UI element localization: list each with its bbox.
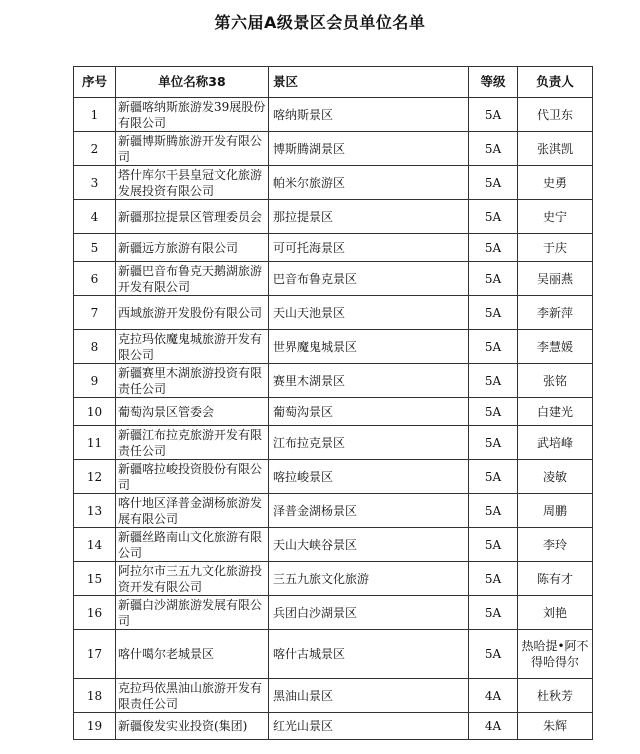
cell-org: 新疆喀纳斯旅游发39展股份有限公司	[116, 98, 269, 132]
cell-level: 5A	[469, 234, 518, 262]
table-row	[74, 679, 593, 713]
cell-no: 9	[74, 364, 116, 398]
cell-no: 3	[74, 166, 116, 200]
cell-no: 7	[74, 296, 116, 330]
cell-head: 史勇	[518, 166, 593, 200]
table-row	[74, 262, 593, 296]
cell-no: 6	[74, 262, 116, 296]
table-row	[74, 364, 593, 398]
cell-level: 5A	[469, 596, 518, 630]
cell-area: 天山天池景区	[269, 296, 469, 330]
cell-level: 4A	[469, 679, 518, 713]
cell-head: 周鹏	[518, 494, 593, 528]
table-header-row	[74, 67, 593, 98]
cell-area: 博斯腾湖景区	[269, 132, 469, 166]
table-row	[74, 234, 593, 262]
cell-level: 5A	[469, 330, 518, 364]
cell-head: 代卫东	[518, 98, 593, 132]
cell-head: 张淇凯	[518, 132, 593, 166]
cell-level: 5A	[469, 460, 518, 494]
cell-area: 黑油山景区	[269, 679, 469, 713]
cell-area: 那拉提景区	[269, 200, 469, 234]
cell-head: 张铭	[518, 364, 593, 398]
cell-area: 可可托海景区	[269, 234, 469, 262]
cell-org: 新疆博斯腾旅游开发有限公司	[116, 132, 269, 166]
table-row	[74, 98, 593, 132]
cell-area: 天山大峡谷景区	[269, 528, 469, 562]
cell-no: 18	[74, 679, 116, 713]
cell-level: 5A	[469, 166, 518, 200]
cell-head: 李玲	[518, 528, 593, 562]
cell-org: 新疆那拉提景区管理委员会	[116, 200, 269, 234]
header-head: 负责人	[518, 67, 593, 98]
cell-area: 喀拉峻景区	[269, 460, 469, 494]
cell-area: 泽普金湖杨景区	[269, 494, 469, 528]
header-area: 景区	[269, 67, 469, 98]
cell-head: 白建光	[518, 398, 593, 426]
cell-head: 武培峰	[518, 426, 593, 460]
cell-area: 红光山景区	[269, 713, 469, 740]
cell-no: 15	[74, 562, 116, 596]
cell-no: 11	[74, 426, 116, 460]
cell-no: 16	[74, 596, 116, 630]
table-row	[74, 713, 593, 740]
cell-org: 新疆丝路南山文化旅游有限公司	[116, 528, 269, 562]
cell-level: 5A	[469, 200, 518, 234]
table-row	[74, 398, 593, 426]
cell-org: 新疆赛里木湖旅游投资有限责任公司	[116, 364, 269, 398]
header-org: 单位名称38	[116, 67, 269, 98]
cell-org: 新疆巴音布鲁克天鹅湖旅游开发有限公司	[116, 262, 269, 296]
cell-area: 世界魔鬼城景区	[269, 330, 469, 364]
cell-level: 5A	[469, 398, 518, 426]
cell-area: 葡萄沟景区	[269, 398, 469, 426]
table-row	[74, 166, 593, 200]
cell-area: 三五九旅文化旅游	[269, 562, 469, 596]
cell-org: 新疆远方旅游有限公司	[116, 234, 269, 262]
table-row	[74, 296, 593, 330]
cell-head: 凌敏	[518, 460, 593, 494]
cell-area: 喀什古城景区	[269, 630, 469, 679]
member-table	[73, 66, 593, 740]
cell-level: 5A	[469, 132, 518, 166]
cell-org: 葡萄沟景区管委会	[116, 398, 269, 426]
cell-level: 5A	[469, 528, 518, 562]
cell-no: 4	[74, 200, 116, 234]
cell-no: 19	[74, 713, 116, 740]
table-row	[74, 562, 593, 596]
table-row	[74, 426, 593, 460]
cell-org: 克拉玛依黑油山旅游开发有限责任公司	[116, 679, 269, 713]
page-title: 第六届A级景区会员单位名单	[214, 13, 426, 32]
cell-org: 新疆喀拉峻投资股份有限公司	[116, 460, 269, 494]
cell-head: 杜秋芳	[518, 679, 593, 713]
cell-no: 2	[74, 132, 116, 166]
cell-level: 5A	[469, 262, 518, 296]
cell-no: 5	[74, 234, 116, 262]
table-row	[74, 330, 593, 364]
cell-head: 刘艳	[518, 596, 593, 630]
cell-no: 14	[74, 528, 116, 562]
cell-level: 5A	[469, 630, 518, 679]
table-row	[74, 596, 593, 630]
cell-org: 新疆江布拉克旅游开发有限责任公司	[116, 426, 269, 460]
cell-head: 史宁	[518, 200, 593, 234]
cell-org: 喀什地区泽普金湖杨旅游发展有限公司	[116, 494, 269, 528]
cell-level: 5A	[469, 296, 518, 330]
cell-head: 朱辉	[518, 713, 593, 740]
cell-head: 于庆	[518, 234, 593, 262]
cell-head: 李新萍	[518, 296, 593, 330]
table-row	[74, 460, 593, 494]
cell-no: 10	[74, 398, 116, 426]
header-level: 等级	[469, 67, 518, 98]
cell-no: 1	[74, 98, 116, 132]
cell-area: 江布拉克景区	[269, 426, 469, 460]
table-row	[74, 630, 593, 679]
cell-level: 5A	[469, 494, 518, 528]
cell-org: 克拉玛依魔鬼城旅游开发有限公司	[116, 330, 269, 364]
cell-level: 5A	[469, 562, 518, 596]
cell-org: 喀什噶尔老城景区	[116, 630, 269, 679]
cell-no: 8	[74, 330, 116, 364]
cell-level: 5A	[469, 364, 518, 398]
cell-head: 李慧媛	[518, 330, 593, 364]
cell-org: 西域旅游开发股份有限公司	[116, 296, 269, 330]
table-row	[74, 132, 593, 166]
cell-head: 陈有才	[518, 562, 593, 596]
table-row	[74, 528, 593, 562]
cell-no: 17	[74, 630, 116, 679]
cell-level: 5A	[469, 98, 518, 132]
table-row	[74, 494, 593, 528]
cell-no: 12	[74, 460, 116, 494]
cell-area: 喀纳斯景区	[269, 98, 469, 132]
cell-area: 赛里木湖景区	[269, 364, 469, 398]
cell-org: 阿拉尔市三五九文化旅游投资开发有限公司	[116, 562, 269, 596]
cell-level: 4A	[469, 713, 518, 740]
cell-head: 吴丽燕	[518, 262, 593, 296]
cell-area: 帕米尔旅游区	[269, 166, 469, 200]
cell-level: 5A	[469, 426, 518, 460]
cell-head: 热哈提•阿不得哈得尔	[518, 630, 593, 679]
cell-org: 新疆白沙湖旅游发展有限公司	[116, 596, 269, 630]
cell-org: 塔什库尔干县皇冠文化旅游发展投资有限公司	[116, 166, 269, 200]
header-no: 序号	[74, 67, 116, 98]
cell-no: 13	[74, 494, 116, 528]
cell-area: 巴音布鲁克景区	[269, 262, 469, 296]
cell-org: 新疆俊发实业投资(集团)	[116, 713, 269, 740]
table-row	[74, 200, 593, 234]
cell-area: 兵团白沙湖景区	[269, 596, 469, 630]
